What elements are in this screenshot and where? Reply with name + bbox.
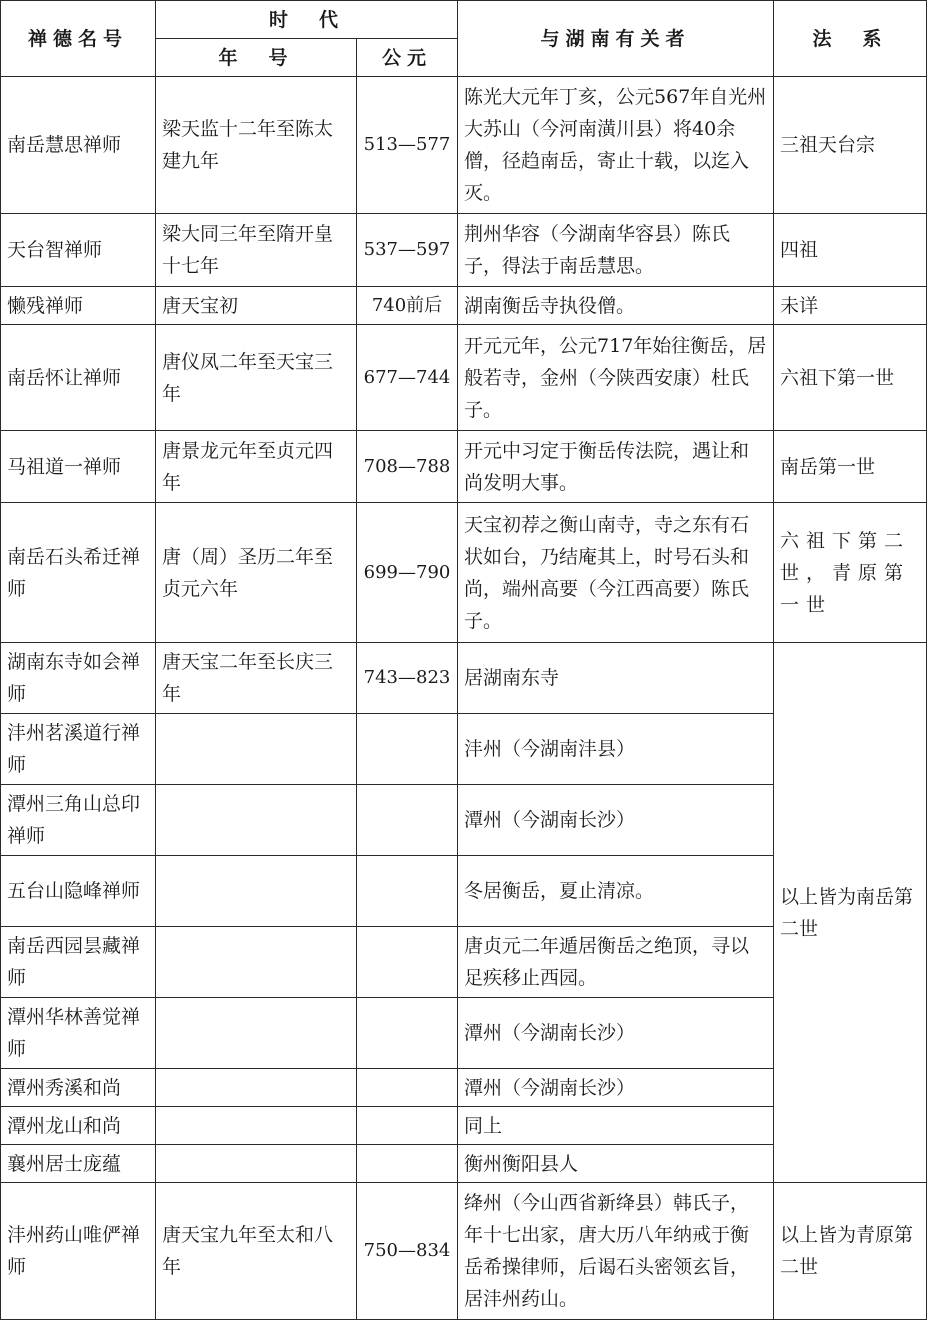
cell-hunan: 开元中习定于衡岳传法院，遇让和尚发明大事。: [458, 431, 774, 503]
cell-lineage: 未详: [774, 287, 927, 325]
cell-ad: [357, 1145, 458, 1183]
cell-ad: [357, 1107, 458, 1145]
cell-lineage: 南岳第一世: [774, 431, 927, 503]
cell-hunan: 沣州（今湖南沣县）: [458, 714, 774, 785]
table-row: [1, 77, 927, 214]
cell-lineage: 以上皆为青原第二世: [774, 1183, 927, 1320]
table-row: [1, 214, 927, 287]
cell-hunan: 天宝初荐之衡山南寺，寺之东有石状如台，乃结庵其上，时号石头和尚，端州高要（今江西高要）陈氏子。: [458, 503, 774, 643]
cell-ad: [357, 856, 458, 927]
table-row: [1, 503, 927, 643]
cell-ad: [357, 998, 458, 1069]
cell-ad: 708—788: [357, 431, 458, 503]
cell-name: 南岳石头希迁禅师: [1, 503, 156, 643]
cell-ad: [357, 714, 458, 785]
cell-reign: [156, 714, 357, 785]
cell-hunan: 潭州（今湖南长沙）: [458, 785, 774, 856]
cell-ad: 677—744: [357, 325, 458, 431]
cell-hunan: 潭州（今湖南长沙）: [458, 1069, 774, 1107]
cell-name: 沣州茗溪道行禅师: [1, 714, 156, 785]
cell-ad: 537—597: [357, 214, 458, 287]
cell-hunan: 绛州（今山西省新绛县）韩氏子，年十七出家，唐大历八年纳戒于衡岳希操律师，后谒石头密领玄旨，居沣州药山。: [458, 1183, 774, 1320]
cell-hunan: 开元元年，公元717年始往衡岳，居般若寺，金州（今陕西安康）杜氏子。: [458, 325, 774, 431]
cell-name: 南岳慧思禅师: [1, 77, 156, 214]
cell-reign: 唐天宝九年至太和八年: [156, 1183, 357, 1320]
header-era-ad: 公元: [357, 39, 458, 77]
cell-reign: 梁天监十二年至陈太建九年: [156, 77, 357, 214]
cell-lineage: 六祖下第二世，青原第一世: [774, 503, 927, 643]
cell-reign: 唐仪凤二年至天宝三年: [156, 325, 357, 431]
cell-reign: [156, 856, 357, 927]
table-row: [1, 431, 927, 503]
cell-reign: [156, 785, 357, 856]
cell-ad: [357, 1069, 458, 1107]
cell-lineage: 六祖下第一世: [774, 325, 927, 431]
cell-reign: 唐天宝二年至长庆三年: [156, 643, 357, 714]
cell-name: 南岳怀让禅师: [1, 325, 156, 431]
cell-lineage: 三祖天台宗: [774, 77, 927, 214]
cell-name: 天台智禅师: [1, 214, 156, 287]
cell-name: 潭州华林善觉禅师: [1, 998, 156, 1069]
cell-lineage: 四祖: [774, 214, 927, 287]
cell-hunan: 居湖南东寺: [458, 643, 774, 714]
cell-hunan: 湖南衡岳寺执役僧。: [458, 287, 774, 325]
cell-hunan: 潭州（今湖南长沙）: [458, 998, 774, 1069]
cell-name: 五台山隐峰禅师: [1, 856, 156, 927]
cell-name: 南岳西园昙藏禅师: [1, 927, 156, 998]
table-row: [1, 643, 927, 714]
cell-name: 懒残禅师: [1, 287, 156, 325]
header-era: 时 代: [156, 1, 458, 39]
cell-hunan: 冬居衡岳，夏止清凉。: [458, 856, 774, 927]
cell-hunan: 同上: [458, 1107, 774, 1145]
cell-hunan: 荆州华容（今湖南华容县）陈氏子，得法于南岳慧思。: [458, 214, 774, 287]
cell-name: 襄州居士庞蕴: [1, 1145, 156, 1183]
cell-name: 潭州龙山和尚: [1, 1107, 156, 1145]
table-row: [1, 1183, 927, 1320]
cell-reign: [156, 1145, 357, 1183]
cell-ad: 740前后: [357, 287, 458, 325]
cell-reign: 唐天宝初: [156, 287, 357, 325]
cell-reign: [156, 1107, 357, 1145]
cell-reign: 唐（周）圣历二年至贞元六年: [156, 503, 357, 643]
cell-reign: 梁大同三年至隋开皇十七年: [156, 214, 357, 287]
header-lineage: 法 系: [774, 1, 927, 77]
cell-ad: [357, 785, 458, 856]
header-hunan: 与湖南有关者: [458, 1, 774, 77]
cell-name: 潭州秀溪和尚: [1, 1069, 156, 1107]
cell-ad: [357, 927, 458, 998]
cell-reign: [156, 998, 357, 1069]
cell-hunan: 陈光大元年丁亥，公元567年自光州大苏山（今河南潢川县）将40余僧，径趋南岳，寄止十载，以迄入灭。: [458, 77, 774, 214]
cell-name: 沣州药山唯俨禅师: [1, 1183, 156, 1320]
cell-reign: 唐景龙元年至贞元四年: [156, 431, 357, 503]
header-era-reign: 年 号: [156, 39, 357, 77]
cell-lineage-merged: 以上皆为南岳第二世: [774, 643, 927, 1183]
cell-ad: 513—577: [357, 77, 458, 214]
cell-reign: [156, 1069, 357, 1107]
cell-reign: [156, 927, 357, 998]
table-row: [1, 325, 927, 431]
cell-ad: 699—790: [357, 503, 458, 643]
cell-hunan: 衡州衡阳县人: [458, 1145, 774, 1183]
cell-ad: 743—823: [357, 643, 458, 714]
table-row: [1, 287, 927, 325]
cell-name: 湖南东寺如会禅师: [1, 643, 156, 714]
cell-hunan: 唐贞元二年遁居衡岳之绝顶，寻以足疾移止西园。: [458, 927, 774, 998]
header-row-top: [1, 1, 927, 39]
header-name: 禅德名号: [1, 1, 156, 77]
cell-name: 潭州三角山总印禅师: [1, 785, 156, 856]
cell-ad: 750—834: [357, 1183, 458, 1320]
cell-name: 马祖道一禅师: [1, 431, 156, 503]
